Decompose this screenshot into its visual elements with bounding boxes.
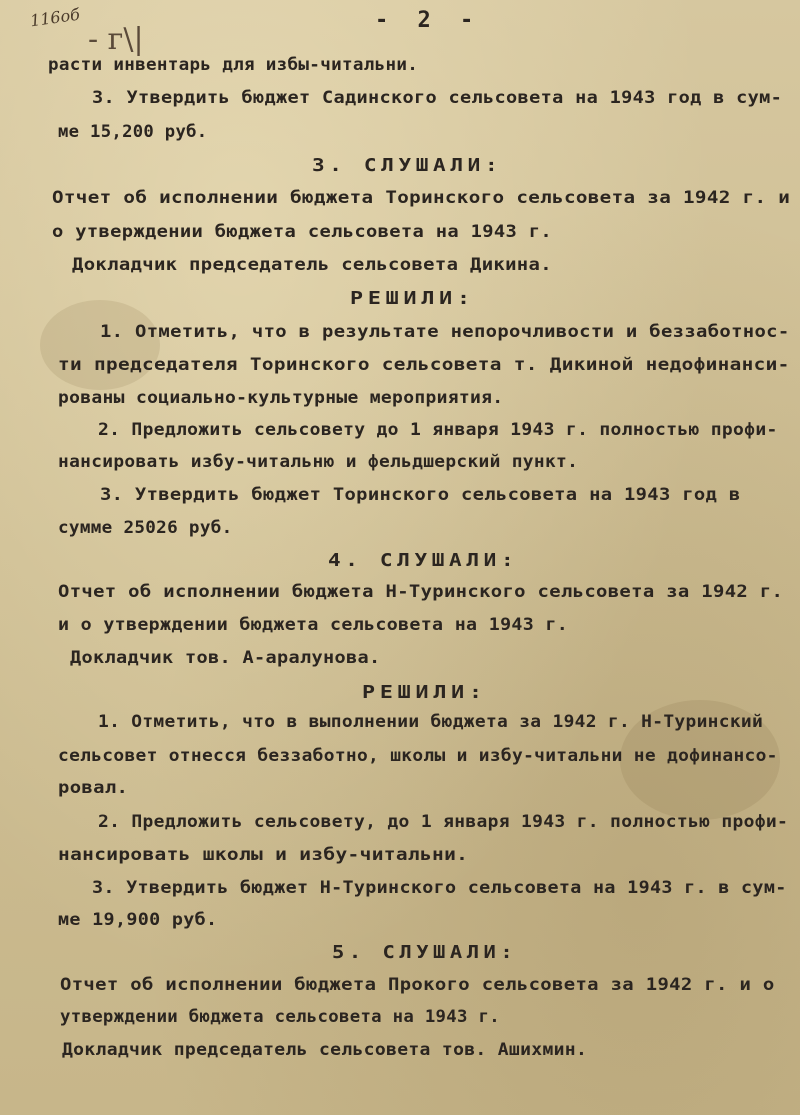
- text-line: Отчет об исполнении бюджета Торинского сельсовета за 1942 г. и: [52, 188, 791, 208]
- text-line: 3. Утвердить бюджет Садинского сельсовета на 1943 год в сум-: [92, 88, 783, 108]
- text-line: нансировать избу-читальню и фельдшерский пункт.: [58, 452, 579, 472]
- text-line: 2. Предложить сельсовету до 1 января 1943 г. полностью профи-: [98, 420, 778, 440]
- archive-number: 116об: [28, 4, 82, 31]
- text-line: Докладчик тов. А-аралунова.: [70, 648, 381, 668]
- text-line: о утверждении бюджета сельсовета на 1943 г.: [52, 222, 552, 242]
- text-line: ти председателя Торинского сельсовета т. Дикиной недофинанси-: [58, 355, 790, 375]
- text-line: 1. Отметить, что в выполнении бюджета за 1942 г. Н-Туринский: [98, 712, 764, 732]
- text-line: ме 15,200 руб.: [58, 122, 208, 142]
- section-heading: 4. СЛУШАЛИ:: [328, 550, 519, 571]
- paper-stain: [40, 300, 160, 390]
- text-line: 3. Утвердить бюджет Торинского сельсовета на 1943 год в: [100, 485, 741, 505]
- text-line: сумме 25026 руб.: [58, 518, 233, 538]
- text-line: 3. Утвердить бюджет Н-Туринского сельсовета на 1943 г. в сум-: [92, 878, 787, 898]
- pencil-mark: ‐ г\|: [88, 22, 144, 57]
- text-line: Отчет об исполнении бюджета Прокого сельсовета за 1942 г. и о: [60, 975, 775, 995]
- text-line: расти инвентарь для избы-читальни.: [48, 55, 419, 75]
- text-line: 2. Предложить сельсовету, до 1 января 1943 г. полностью профи-: [98, 812, 789, 832]
- text-line: сельсовет отнесся беззаботно, школы и избу-читальни не дофинансо-: [58, 746, 778, 766]
- text-line: рованы социально-культурные мероприятия.: [58, 388, 504, 408]
- text-line: и о утверждении бюджета сельсовета на 1943 г.: [58, 615, 569, 635]
- text-line: Докладчик председатель сельсовета тов. Ашихмин.: [62, 1040, 588, 1060]
- text-line: утверждении бюджета сельсовета на 1943 г.: [60, 1007, 500, 1027]
- text-line: Докладчик председатель сельсовета Дикина.: [72, 255, 552, 275]
- text-line: ме 19,900 руб.: [58, 910, 218, 930]
- section-heading: 5. СЛУШАЛИ:: [332, 942, 518, 963]
- text-line: ровал.: [58, 778, 129, 798]
- text-line: нансировать школы и избу-читальни.: [58, 845, 469, 865]
- section-heading: РЕШИЛИ:: [350, 288, 475, 309]
- text-line: 1. Отметить, что в результате непорочливости и беззаботнос-: [100, 322, 790, 342]
- page-number: - 2 -: [375, 8, 482, 33]
- section-heading: РЕШИЛИ:: [362, 682, 487, 703]
- text-line: Отчет об исполнении бюджета Н-Туринского сельсовета за 1942 г.: [58, 582, 784, 602]
- section-heading: 3. СЛУШАЛИ:: [312, 155, 503, 176]
